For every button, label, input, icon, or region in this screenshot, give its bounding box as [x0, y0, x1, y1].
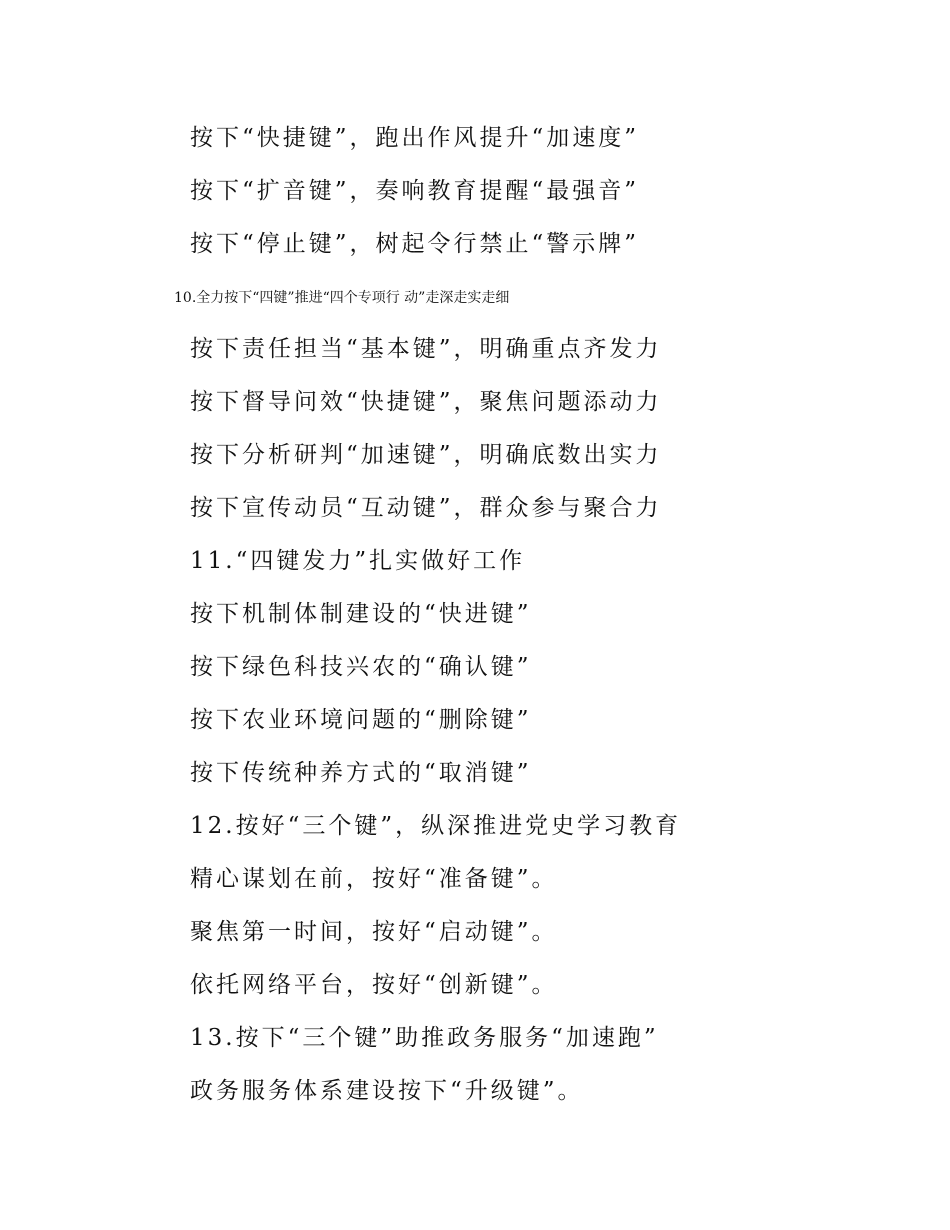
text-line: 按下传统种养方式的“取消键” [190, 760, 532, 786]
section-heading: 11.“四键发力”扎实做好工作 [190, 548, 526, 574]
section-heading: 10.全力按下“四键”推进“四个专项行 动”走深走实走细 [174, 290, 510, 306]
text-line: 按下责任担当“基本键”，明确重点齐发力 [190, 336, 662, 362]
text-line: 聚焦第一时间，按好“启动键”。 [190, 919, 558, 945]
section-heading: 13.按下“三个键”助推政务服务“加速跑” [190, 1025, 659, 1051]
text-line: 按下农业环境问题的“删除键” [190, 707, 532, 733]
text-line: 按下宣传动员“互动键”，群众参与聚合力 [190, 495, 662, 521]
text-line: 依托网络平台，按好“创新键”。 [190, 972, 558, 998]
text-line: 政务服务体系建设按下“升级键”。 [190, 1078, 584, 1104]
text-line: 按下“停止键”，树起令行禁止“警示牌” [190, 231, 640, 257]
section-heading: 12.按好“三个键”，纵深推进党史学习教育 [190, 813, 682, 839]
text-line: 按下绿色科技兴农的“确认键” [190, 654, 532, 680]
text-line: 按下“快捷键”，跑出作风提升“加速度” [190, 125, 640, 151]
text-line: 精心谋划在前，按好“准备键”。 [190, 866, 558, 892]
text-line: 按下“扩音键”，奏响教育提醒“最强音” [190, 178, 640, 204]
text-line: 按下机制体制建设的“快进键” [190, 601, 532, 627]
text-line: 按下分析研判“加速键”，明确底数出实力 [190, 442, 662, 468]
text-line: 按下督导问效“快捷键”，聚焦问题添动力 [190, 389, 662, 415]
